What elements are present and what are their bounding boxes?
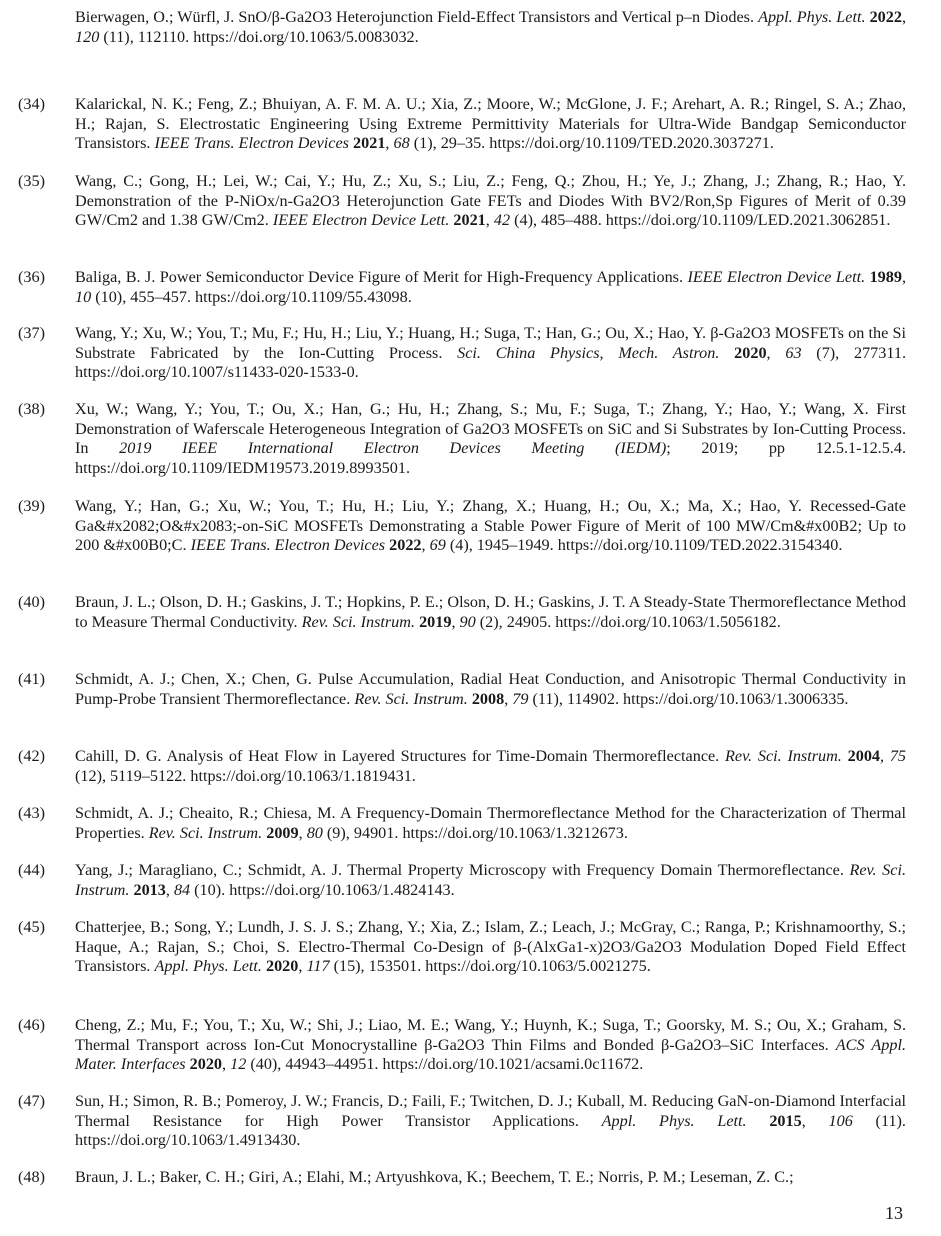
reference-segment: (12), 5119–5122. https://doi.org/10.1063/1.1819431. [75, 766, 416, 785]
reference-segment: (11). https://doi.org/10.1063/1.4913430. [75, 1111, 906, 1150]
reference-segment [747, 1112, 770, 1130]
year: 2004 [847, 747, 880, 765]
reference-segment: (9), 94901. https://doi.org/10.1063/1.3212673. [322, 823, 628, 842]
year: 2020 [734, 343, 767, 362]
reference-segment: Wang, Y.; Xu, W.; You, T.; Mu, F.; Hu, H.; Liu, Y.; Huang, H.; Suga, T.; Han, G.; Ou, X.; Hao, Y. β-Ga2O3 MOSFETs on the Si Substrate Fabricated by the Ion-Cutting Process. [75, 324, 906, 362]
journal-or-volume: Appl. Phys. Lett. [154, 957, 262, 976]
reference-segment: , [385, 134, 394, 153]
reference-segment: (10). https://doi.org/10.1063/1.4824143. [190, 880, 455, 899]
reference-segment: , [222, 1055, 231, 1074]
journal-or-volume: 80 [306, 823, 323, 842]
reference-text [75, 593, 906, 632]
reference-number: (42) [18, 747, 45, 765]
reference-segment: (7), 277311. https://doi.org/10.1007/s11433-020-1533-0. [75, 343, 906, 382]
reference-text [75, 95, 906, 154]
reference-text [75, 918, 906, 977]
journal-or-volume: IEEE Trans. Electron Devices [154, 134, 349, 153]
reference-text [75, 861, 906, 900]
reference-segment: Braun, J. L.; Olson, D. H.; Gaskins, J. T.; Hopkins, P. E.; Olson, D. H.; Gaskins, J. T. A Steady-State Thermoreflectance Method to Measure Thermal Conductivity. [75, 593, 906, 631]
year: 2019 [419, 612, 452, 631]
reference-number: (44) [18, 861, 45, 879]
journal-or-volume: Appl. Phys. Lett. [601, 1111, 747, 1130]
reference-text [75, 804, 906, 843]
journal-or-volume: 117 [306, 957, 330, 976]
journal-or-volume: Sci. China Physics, Mech. Astron. [457, 343, 720, 362]
journal-or-volume: 79 [512, 689, 529, 708]
reference-number: (40) [18, 593, 45, 611]
reference-text [75, 747, 906, 786]
year: 2021 [453, 211, 486, 230]
journal-or-volume: Rev. Sci. Instrum. [75, 861, 906, 899]
reference-segment: (2), 24905. https://doi.org/10.1063/1.5056182. [475, 612, 781, 631]
journal-or-volume: 2019 IEEE International Electron Devices Meeting (IEDM) [119, 439, 667, 458]
year: 2015 [769, 1111, 802, 1130]
reference-text [75, 268, 906, 307]
reference-text [75, 324, 906, 383]
journal-or-volume: 90 [459, 612, 476, 631]
journal-or-volume: Rev. Sci. Instrum. [301, 612, 416, 631]
reference-number: (48) [18, 1168, 45, 1186]
reference-number: (46) [18, 1016, 45, 1034]
reference-number: (37) [18, 324, 45, 342]
journal-or-volume: IEEE Electron Device Lett. [272, 211, 450, 230]
reference-number: (36) [18, 268, 45, 286]
reference-text [75, 172, 906, 231]
reference-number: (41) [18, 670, 45, 688]
year: 1989 [869, 268, 902, 286]
reference-segment: ; 2019; pp 12.5.1-12.5.4. https://doi.org/10.1109/IEDM19573.2019.8993501. [75, 439, 906, 477]
journal-or-volume: Rev. Sci. Instrum. [725, 747, 842, 765]
reference-segment: Cheng, Z.; Mu, F.; You, T.; Xu, W.; Shi, J.; Liao, M. E.; Wang, Y.; Huynh, K.; Suga, T.; Goorsky, M. S.; Ou, X.; Graham, S. Thermal Transport across Ion-Cut Monocrystalline β-Ga2O3 Thin Films and Bonded β-Ga2O3–SiC Interfaces. [75, 1016, 906, 1054]
journal-or-volume: 75 [889, 747, 906, 765]
reference-segment: (11), 114902. https://doi.org/10.1063/1.3006335. [528, 689, 849, 708]
reference-text [75, 400, 906, 478]
reference-text [75, 497, 906, 556]
reference-segment: (10), 455–457. https://doi.org/10.1109/55.43098. [91, 287, 412, 306]
year: 2021 [353, 134, 386, 153]
reference-number: (39) [18, 497, 45, 515]
reference-segment: , [766, 343, 786, 362]
reference-segment: Kalarickal, N. K.; Feng, Z.; Bhuiyan, A. F. M. A. U.; Xia, Z.; Moore, W.; McGlone, J. F.; Arehart, A. R.; Ringel, S. A.; Zhao, H.; Rajan, S. Electrostatic Engineering Using Extreme Permittivity Materials for Ultra-Wide Bandgap Semiconductor Transistors. [75, 95, 906, 153]
year: 2020 [189, 1055, 223, 1074]
page-number: 13 [885, 1203, 903, 1223]
reference-text [75, 670, 906, 709]
reference-segment: Yang, J.; Maragliano, C.; Schmidt, A. J. Thermal Property Microscopy with Frequency Domain Thermoreflectance. [75, 861, 850, 879]
journal-or-volume: Rev. Sci. Instrum. [148, 823, 263, 842]
reference-segment: , [504, 689, 513, 708]
journal-or-volume: IEEE Electron Device Lett. [687, 268, 866, 286]
journal-or-volume: 120 [75, 27, 100, 46]
reference-segment: Schmidt, A. J.; Chen, X.; Chen, G. Pulse Accumulation, Radial Heat Conduction, and Anisotropic Thermal Conductivity in Pump-Probe Transient Thermoreflectance. [75, 670, 906, 708]
year: 2008 [471, 689, 505, 708]
year: 2022 [389, 536, 422, 555]
reference-segment: Wang, C.; Gong, H.; Lei, W.; Cai, Y.; Hu, Z.; Xu, S.; Liu, Z.; Feng, Q.; Zhou, H.; Ye, J.; Zhang, J.; Zhang, R.; Hao, Y. Demonstration of the P-NiOx/n-Ga2O3 Heterojunction Gate FETs and Diodes With BV2/Ron,Sp Figures of Merit of 0.39 GW/Cm2 and 1.38 GW/Cm2. [75, 172, 906, 230]
journal-or-volume: 10 [75, 287, 92, 306]
reference-segment: , [298, 957, 307, 976]
journal-or-volume: IEEE Trans. Electron Devices [190, 536, 386, 555]
year: 2022 [869, 8, 902, 26]
reference-text [75, 1092, 906, 1151]
reference-number: (47) [18, 1092, 45, 1110]
reference-text [75, 8, 906, 47]
journal-or-volume: 106 [828, 1111, 853, 1130]
reference-segment: , [298, 823, 307, 842]
reference-text [75, 1168, 906, 1188]
reference-segment: (11), 112110. https://doi.org/10.1063/5.0083032. [99, 27, 419, 46]
reference-segment: , [421, 536, 430, 555]
journal-or-volume: 12 [230, 1055, 247, 1074]
reference-segment: , [901, 268, 906, 286]
reference-segment: , [485, 211, 494, 230]
reference-segment: Cahill, D. G. Analysis of Heat Flow in Layered Structures for Time-Domain Thermoreflectance. [75, 747, 725, 765]
reference-segment: Baliga, B. J. Power Semiconductor Device Figure of Merit for High-Frequency Applications. [75, 268, 688, 286]
journal-or-volume: 63 [785, 343, 802, 362]
reference-segment: Schmidt, A. J.; Cheaito, R.; Chiesa, M. A Frequency-Domain Thermoreflectance Method for the Characterization of Thermal Properties. [75, 804, 906, 842]
reference-segment: (15), 153501. https://doi.org/10.1063/5.0021275. [329, 957, 651, 976]
reference-segment: Braun, J. L.; Baker, C. H.; Giri, A.; Elahi, M.; Artyushkova, K.; Beechem, T. E.; Norris, P. M.; Leseman, Z. C.; [75, 1168, 794, 1186]
journal-or-volume: 68 [393, 134, 410, 153]
reference-number: (34) [18, 95, 45, 113]
reference-segment: , [451, 612, 460, 631]
reference-segment: Wang, Y.; Han, G.; Xu, W.; You, T.; Hu, H.; Liu, Y.; Zhang, X.; Huang, H.; Ou, X.; Ma, X.; Hao, Y. Recessed-Gate Ga&#x2082;O&#x2083;-on-SiC MOSFETs Demonstrating a Stable Power Figure of Merit of 100 MW/Cm&#x00B2; Up to 200 &#x00B0;C. [75, 497, 906, 555]
journal-or-volume: 84 [173, 880, 191, 899]
reference-segment: (4), 1945–1949. https://doi.org/10.1109/TED.2022.3154340. [445, 536, 843, 555]
reference-segment: , [880, 747, 890, 765]
reference-segment: (4), 485–488. https://doi.org/10.1109/LED.2021.3062851. [510, 211, 891, 230]
reference-text [75, 1016, 906, 1075]
reference-segment [719, 344, 734, 362]
reference-segment: Chatterjee, B.; Song, Y.; Lundh, J. S. J. S.; Zhang, Y.; Xia, Z.; Islam, Z.; Leach, J.; McGray, C.; Ranga, P.; Krishnamoorthy, S.; Haque, A.; Rajan, S.; Choi, S. Electro-Thermal Co-Design of β-(AlxGa1-x)2O3/Ga2O3 Modulation Doped Field Effect Transistors. [75, 918, 906, 976]
reference-segment: Bierwagen, O.; Würfl, J. SnO/β-Ga2O3 Heterojunction Field-Effect Transistors and Vertical p–n Diodes. [75, 8, 759, 26]
reference-segment: (40), 44943–44951. https://doi.org/10.1021/acsami.0c11672. [246, 1055, 644, 1074]
journal-or-volume: ACS Appl. Mater. Interfaces [75, 1035, 906, 1074]
year: 2020 [265, 957, 299, 976]
journal-or-volume: Appl. Phys. Lett. [758, 8, 866, 26]
reference-segment: , [801, 1111, 829, 1130]
year: 2013 [133, 880, 166, 899]
journal-or-volume: 42 [493, 211, 511, 230]
reference-number: (45) [18, 918, 45, 936]
reference-segment: Sun, H.; Simon, R. B.; Pomeroy, J. W.; Francis, D.; Faili, F.; Twitchen, D. J.; Kuball, M. Reducing GaN-on-Diamond Interfacial Thermal Resistance for High Power Transistor Applications. [75, 1092, 906, 1130]
reference-segment: (1), 29–35. https://doi.org/10.1109/TED.2020.3037271. [409, 134, 774, 153]
journal-or-volume: 69 [429, 536, 446, 555]
reference-number: (43) [18, 804, 45, 822]
reference-segment: Xu, W.; Wang, Y.; You, T.; Ou, X.; Han, G.; Hu, H.; Zhang, S.; Mu, F.; Suga, T.; Zhang, Y.; Hao, Y.; Wang, X. First Demonstration of Waferscale Heterogeneous Integration of Ga2O3 MOSFETs on SiC and Si Substrates by Ion-Cutting Process. In [75, 400, 906, 458]
reference-number: (38) [18, 400, 45, 418]
reference-segment: , [901, 8, 906, 26]
year: 2009 [266, 823, 299, 842]
reference-number: (35) [18, 172, 45, 190]
reference-segment: , [165, 880, 174, 899]
journal-or-volume: Rev. Sci. Instrum. [354, 689, 468, 708]
